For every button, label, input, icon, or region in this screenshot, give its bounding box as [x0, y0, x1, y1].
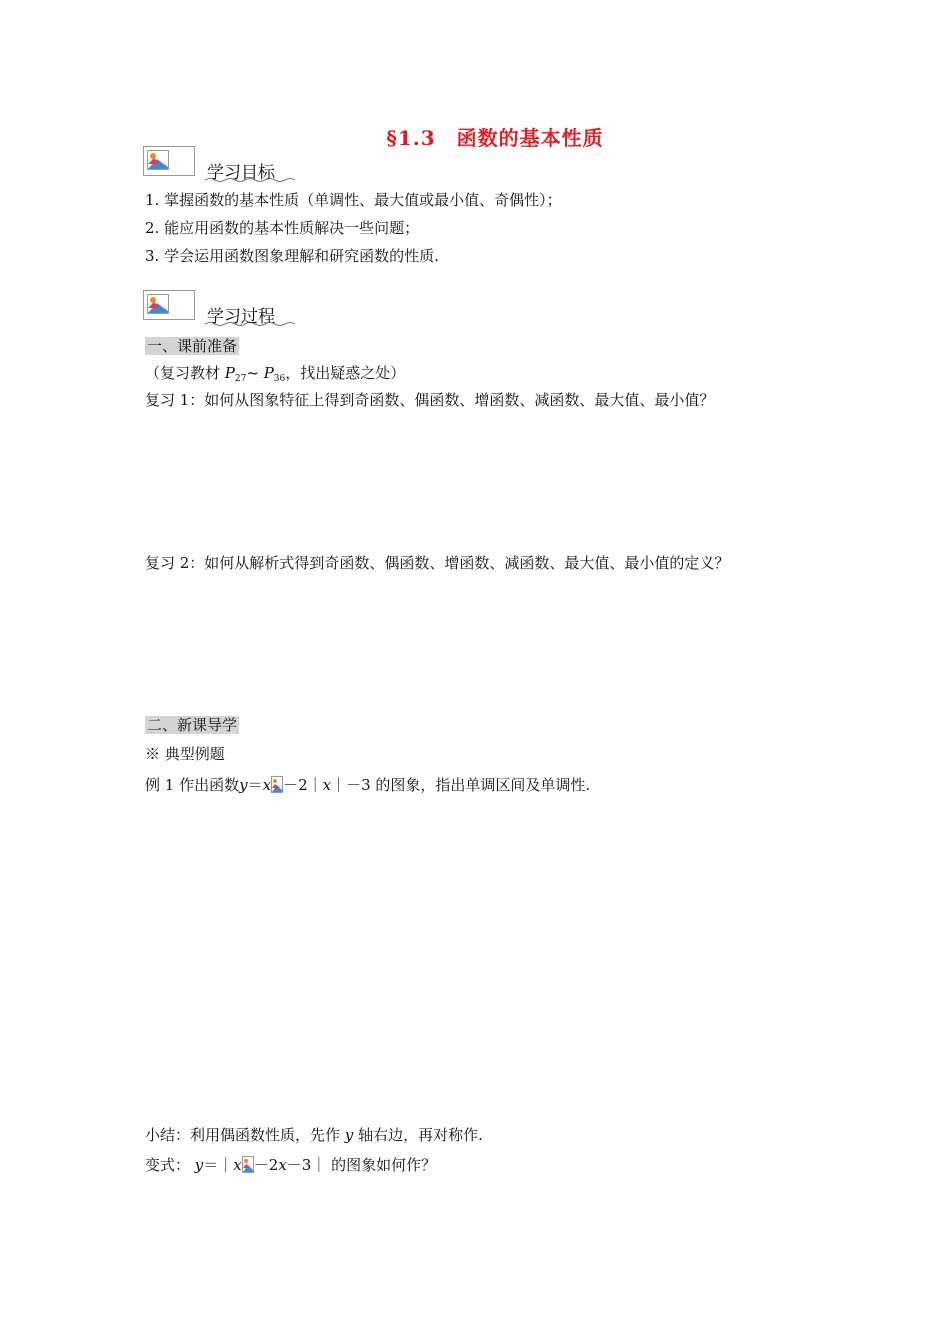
- math-var-x: x: [233, 1156, 242, 1174]
- section-image-icon: [143, 290, 195, 320]
- math-var-x: x: [262, 776, 272, 794]
- math-mid: －2｜: [283, 776, 323, 794]
- variant-prefix: 变式：: [145, 1156, 191, 1174]
- part2-heading: [145, 714, 239, 735]
- part2-heading-text: 二、新课导学: [147, 716, 238, 734]
- page-title: §1.3 函数的基本性质: [386, 126, 604, 150]
- review-question-1: 复习 1：如何从图象特征上得到奇函数、偶函数、增函数、减函数、最大值、最小值？: [145, 391, 715, 409]
- variant: [145, 1154, 436, 1175]
- math-var-y: y: [194, 1156, 204, 1174]
- formula-image-icon: [271, 776, 283, 793]
- review-question-2: 复习 2：如何从解析式得到奇函数、偶函数、增函数、减函数、最大值、最小值的定义？: [145, 554, 730, 572]
- math-var-x: x: [322, 776, 332, 794]
- note-prefix: （复习教材: [145, 364, 221, 382]
- section-image-icon: [143, 146, 195, 176]
- part1-heading-text: 一、课前准备: [147, 337, 238, 355]
- math-var-x: x: [278, 1156, 287, 1174]
- note-page-start: 27: [234, 374, 247, 384]
- math-var-y: y: [239, 776, 248, 794]
- math-equals: ＝: [247, 776, 263, 794]
- note-page-end: 36: [273, 374, 286, 384]
- section-heading-process: 学习过程: [207, 307, 275, 327]
- part1-note: [145, 362, 405, 384]
- objective-item: 2. 能应用函数的基本性质解决一些问题；: [145, 219, 420, 237]
- note-suffix: ，找出疑惑之处）: [285, 364, 406, 382]
- variant-suffix: －3｜ 的图象如何作？: [286, 1156, 437, 1174]
- heading-wave-underline: [205, 321, 295, 327]
- objective-item: 1. 掌握函数的基本性质（单调性、最大值或最小值、奇偶性）；: [145, 191, 562, 209]
- example-suffix: ｜－3 的图象，指出单调区间及单调性.: [331, 776, 591, 794]
- math-var-y: y: [344, 1126, 354, 1144]
- formula-image-icon: [242, 1156, 254, 1173]
- part1-heading: [145, 335, 239, 356]
- section-heading-objectives: 学习目标: [207, 163, 275, 183]
- note-page-p: P: [224, 364, 235, 382]
- example-prefix: 例 1 作出函数: [145, 776, 240, 794]
- typical-examples-heading: ※ 典型例题: [145, 745, 225, 763]
- objective-item: 3. 学会运用函数图象理解和研究函数的性质.: [145, 247, 439, 265]
- math-mid: －2: [253, 1156, 279, 1174]
- summary-suffix: 轴右边，再对称作.: [358, 1126, 483, 1144]
- note-tilde: ~: [246, 364, 259, 382]
- example-1: [145, 774, 590, 795]
- summary-prefix: 小结：利用偶函数性质，先作: [145, 1126, 341, 1144]
- note-page-p: P: [263, 364, 274, 382]
- math-equals: ＝｜: [203, 1156, 234, 1174]
- summary: [145, 1124, 483, 1145]
- heading-wave-underline: [205, 177, 295, 183]
